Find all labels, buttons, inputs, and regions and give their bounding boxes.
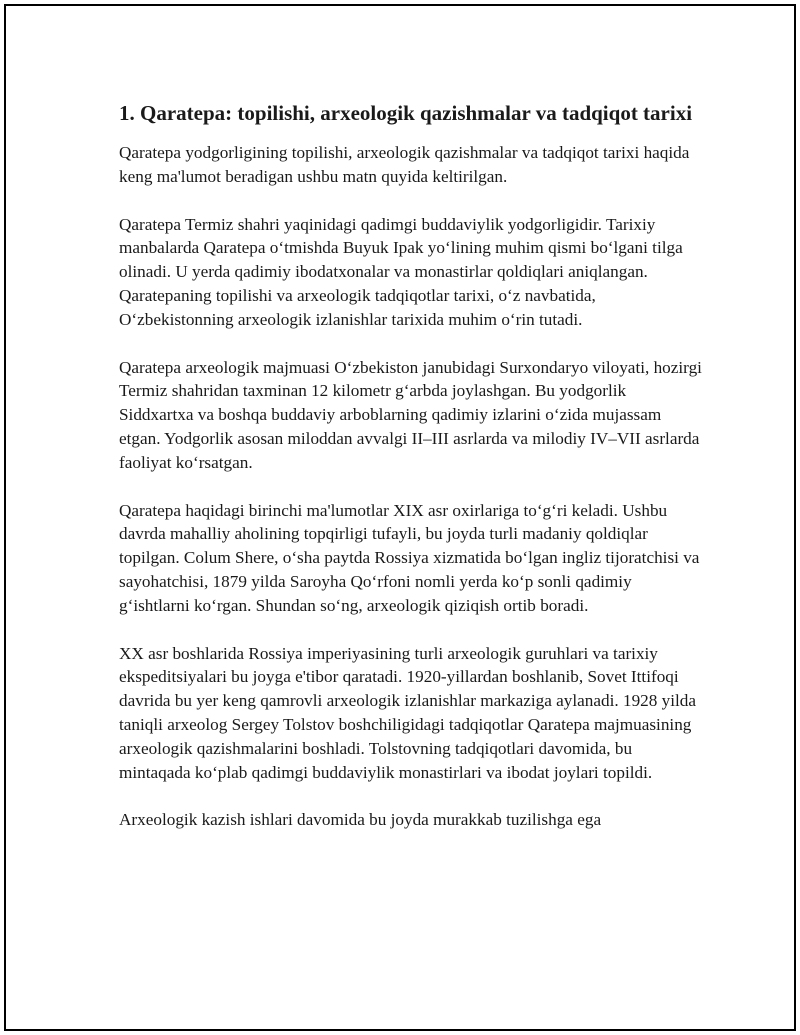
paragraph-excavations: Arxeologik kazish ishlari davomida bu joyda murakkab tuzilishga ega [119,810,602,830]
section-heading: 1. Qaratepa: topilishi, arxeologik qazishmalar va tadqiqot tarixi [119,101,693,125]
paragraph-20th-century: XX asr boshlarida Rossiya imperiyasining turli arxeologik guruhlari va tarixiy ekspeditsiyalari bu joyga e'tibor qaratadi. 1920-yillardan boshlanib, Sovet Ittifoqi davrida bu yer keng qamrovli arxeologik izlanishlar markaziga aylanadi. 1928 yilda taniqli arxeolog Sergey Tolstov boshchiligidagi tadqiqotlar Qaratepa majmuasining arxeologik qazishmalarini boshladi. Tolstovning tadqiqotlari davomida, bu mintaqada koʻplab qadimgi buddaviylik monastirlari va ibodat joylari topildi. [119,643,697,782]
document-body [119,100,704,856]
paragraph-geography: Qaratepa arxeologik majmuasi Oʻzbekiston janubidagi Surxondaryo viloyati, hozirgi Termiz shahridan taxminan 12 kilometr gʻarbda joylashgan. Bu yodgorlik Siddxartxa va boshqa buddaviy arboblarning qadimiy izlarini oʻzida mujassam etgan. Yodgorlik asosan miloddan avvalgi II–III asrlarda va milodiy IV–VII asrlarda faoliyat koʻrsatgan. [119,357,702,472]
paragraph-intro: Qaratepa yodgorligining topilishi, arxeologik qazishmalar va tadqiqot tarixi haqida keng ma'lumot beradigan ushbu matn quyida keltirilgan. [119,143,690,186]
paragraph-location-overview: Qaratepa Termiz shahri yaqinidagi qadimgi buddaviylik yodgorligidir. Tarixiy manbalarda Qaratepa oʻtmishda Buyuk Ipak yoʻlining muhim qismi boʻlgani tilga olinadi. U yerda qadimiy ibodatxonalar va monastirlar qoldiqlari aniqlangan. Qaratepaning topilishi va arxeologik tadqiqotlar tarixi, oʻz navbatida, Oʻzbekistonning arxeologik izlanishlar tarixida muhim oʻrin tutadi. [119,214,683,329]
paragraph-first-records: Qaratepa haqidagi birinchi ma'lumotlar XIX asr oxirlariga toʻgʻri keladi. Ushbu davrda mahalliy aholining topqirligi tufayli, bu joyda turli madaniy qoldiqlar topilgan. Colum Shere, oʻsha paytda Rossiya xizmatida boʻlgan ingliz tijoratchisi va sayohatchisi, 1879 yilda Saroyha Qoʻrfoni nomli yerda koʻp sonli qadimiy gʻishtlarni koʻrgan. Shundan soʻng, arxeologik qiziqish ortib boradi. [119,500,700,615]
document-page [4,4,796,1031]
